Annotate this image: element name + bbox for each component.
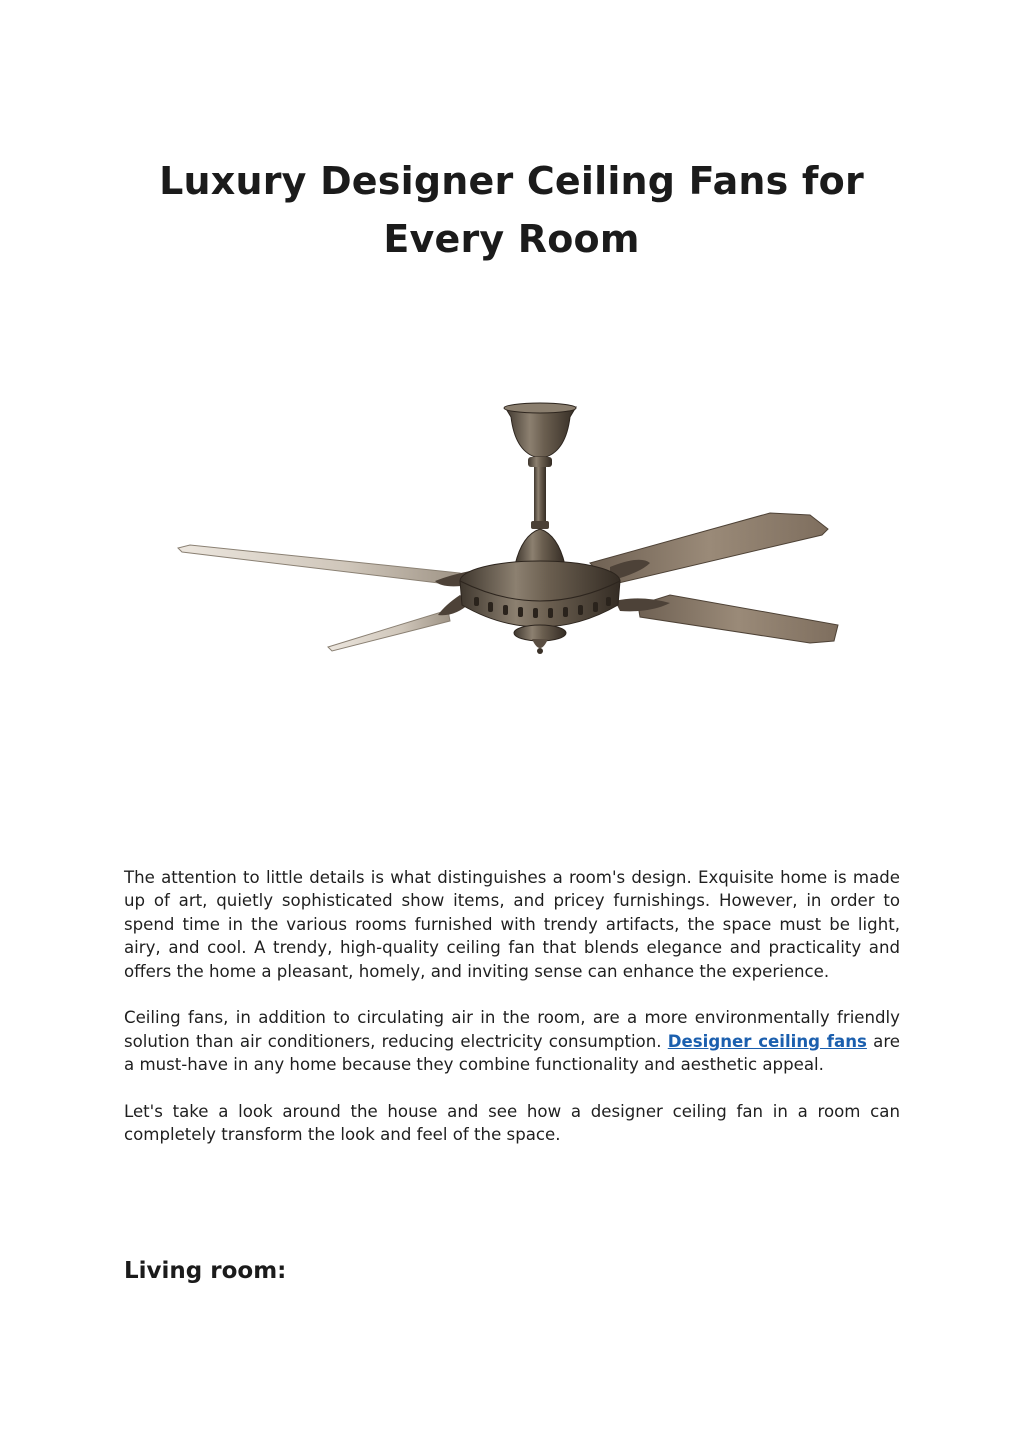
section-heading-living-room: Living room: xyxy=(124,1258,287,1284)
ceiling-fan-illustration xyxy=(170,395,850,665)
paragraph-intro: The attention to little details is what distinguishes a room's design. Exquisite home is made up of art, quietly sophisticated show items, and pricey furnishings. However, in order to spend time in the various rooms furnished with trendy artifacts, the space must be light, airy, and cool. A trendy, high-quality ceiling fan that blends elegance and practicality and offers the home a pleasant, homely, and inviting sense can enhance the experience. xyxy=(124,868,900,981)
paragraph-text: are a must-have in any home because they combine functionality and aesthetic appeal. xyxy=(124,1031,900,1075)
ceiling-fan-image xyxy=(170,395,850,665)
paragraph-tour: Let's take a look around the house and see how a designer ceiling fan in a room can completely transform the look and feel of the space. xyxy=(124,1102,900,1145)
page-title: Luxury Designer Ceiling Fans for Every Room xyxy=(159,159,864,261)
paragraph-text: Ceiling fans, in addition to circulating air in the room, are a more environmentally friendly solution than air conditioners, reducing electricity consumption. xyxy=(124,1008,900,1051)
paragraph-environment xyxy=(124,1006,900,1076)
designer-ceiling-fans-link[interactable]: Designer ceiling fans xyxy=(667,1031,867,1051)
article-body xyxy=(124,866,900,1170)
